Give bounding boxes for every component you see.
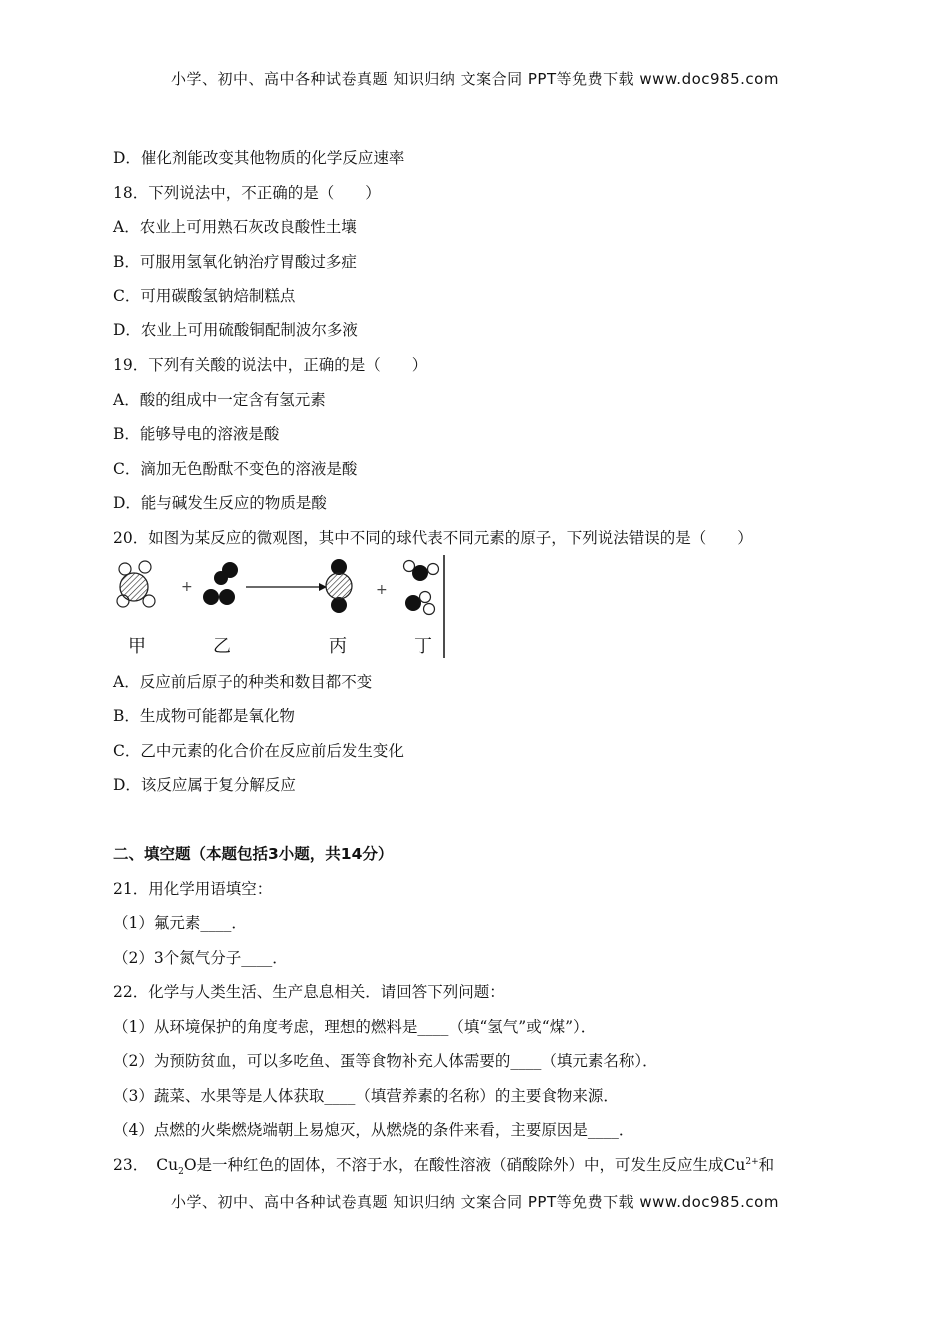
- q23-stem: [113, 1153, 774, 1177]
- plus-sign-2: +: [376, 582, 388, 598]
- q19-option-c: C．滴加无色酚酞不变色的溶液是酸: [113, 460, 358, 478]
- q23-ion: Cu: [723, 1156, 746, 1174]
- q18-option-a: A．农业上可用熟石灰改良酸性土壤: [113, 218, 357, 236]
- q23-tail: 和: [758, 1156, 775, 1174]
- q23-formula: Cu: [156, 1156, 179, 1174]
- label-jia: 甲: [128, 636, 146, 657]
- q22-item-1: （1）从环境保护的角度考虑，理想的燃料是____（填“氢气”或“煤”）．: [113, 1018, 597, 1036]
- q21-stem: 21．用化学用语填空：: [113, 880, 273, 898]
- reaction-diagram-svg: [113, 555, 446, 658]
- q20-option-b: B．生成物可能都是氧化物: [113, 707, 295, 725]
- q23-number: 23．: [113, 1156, 149, 1174]
- q19-option-b: B．能够导电的溶液是酸: [113, 425, 280, 443]
- label-yi: 乙: [213, 636, 231, 657]
- q23-formula-subscript: 2: [178, 1167, 184, 1178]
- section-title: 二、填空题（本题包括3小题，共14分）: [113, 845, 394, 863]
- molecule-ding: [404, 561, 439, 615]
- q22-item-4: （4）点燃的火柴燃烧端朝上易熄灭，从燃烧的条件来看，主要原因是____．: [113, 1121, 635, 1139]
- q18-option-b: B．可服用氢氧化钠治疗胃酸过多症: [113, 253, 357, 271]
- q18-option-d: D．农业上可用硫酸铜配制波尔多液: [113, 321, 358, 339]
- label-bing: 丙: [329, 636, 347, 657]
- q21-item-1: （1）氟元素____．: [113, 914, 247, 932]
- q23-ion-charge: 2+: [745, 1156, 759, 1167]
- page-header: 小学、初中、高中各种试卷真题 知识归纳 文案合同 PPT等免费下载 www.doc985.com: [171, 70, 779, 88]
- q19-option-a: A．酸的组成中一定含有氢元素: [113, 391, 326, 409]
- label-ding: 丁: [414, 636, 432, 657]
- q22-item-3: （3）蔬菜、水果等是人体获取____（填营养素的名称）的主要食物来源．: [113, 1087, 619, 1105]
- q22-stem: 22．化学与人类生活、生产息息相关．请回答下列问题：: [113, 983, 505, 1001]
- q20-option-c: C．乙中元素的化合价在反应前后发生变化: [113, 742, 404, 760]
- q18-option-c: C．可用碳酸氢钠焙制糕点: [113, 287, 296, 305]
- q19-option-d: D．能与碱发生反应的物质是酸: [113, 494, 327, 512]
- molecule-jia: [117, 561, 155, 607]
- molecule-bing: [326, 559, 352, 613]
- reaction-arrow: [246, 583, 327, 591]
- q20-option-a: A．反应前后原子的种类和数目都不变: [113, 673, 373, 691]
- q23-text: 是一种红色的固体，不溶于水，在酸性溶液（硝酸除外）中，可发生反应生成: [196, 1156, 724, 1174]
- q23-formula-rest: O: [183, 1156, 197, 1174]
- q19-stem: 19．下列有关酸的说法中，正确的是（ ）: [113, 356, 428, 374]
- q20-stem: 20．如图为某反应的微观图，其中不同的球代表不同元素的原子，下列说法错误的是（ ）: [113, 529, 753, 547]
- q20-option-d: D．该反应属于复分解反应: [113, 776, 296, 794]
- q18-stem: 18．下列说法中，不正确的是（ ）: [113, 184, 381, 202]
- q17-option-d: D．催化剂能改变其他物质的化学反应速率: [113, 149, 405, 167]
- q21-item-2: （2）3个氮气分子____．: [113, 949, 288, 967]
- reaction-diagram: [113, 555, 446, 658]
- molecule-yi: [203, 562, 238, 605]
- q22-item-2: （2）为预防贫血，可以多吃鱼、蛋等食物补充人体需要的____（填元素名称）．: [113, 1052, 658, 1070]
- page-footer: 小学、初中、高中各种试卷真题 知识归纳 文案合同 PPT等免费下载 www.doc985.com: [171, 1193, 779, 1211]
- plus-sign-1: +: [181, 579, 193, 595]
